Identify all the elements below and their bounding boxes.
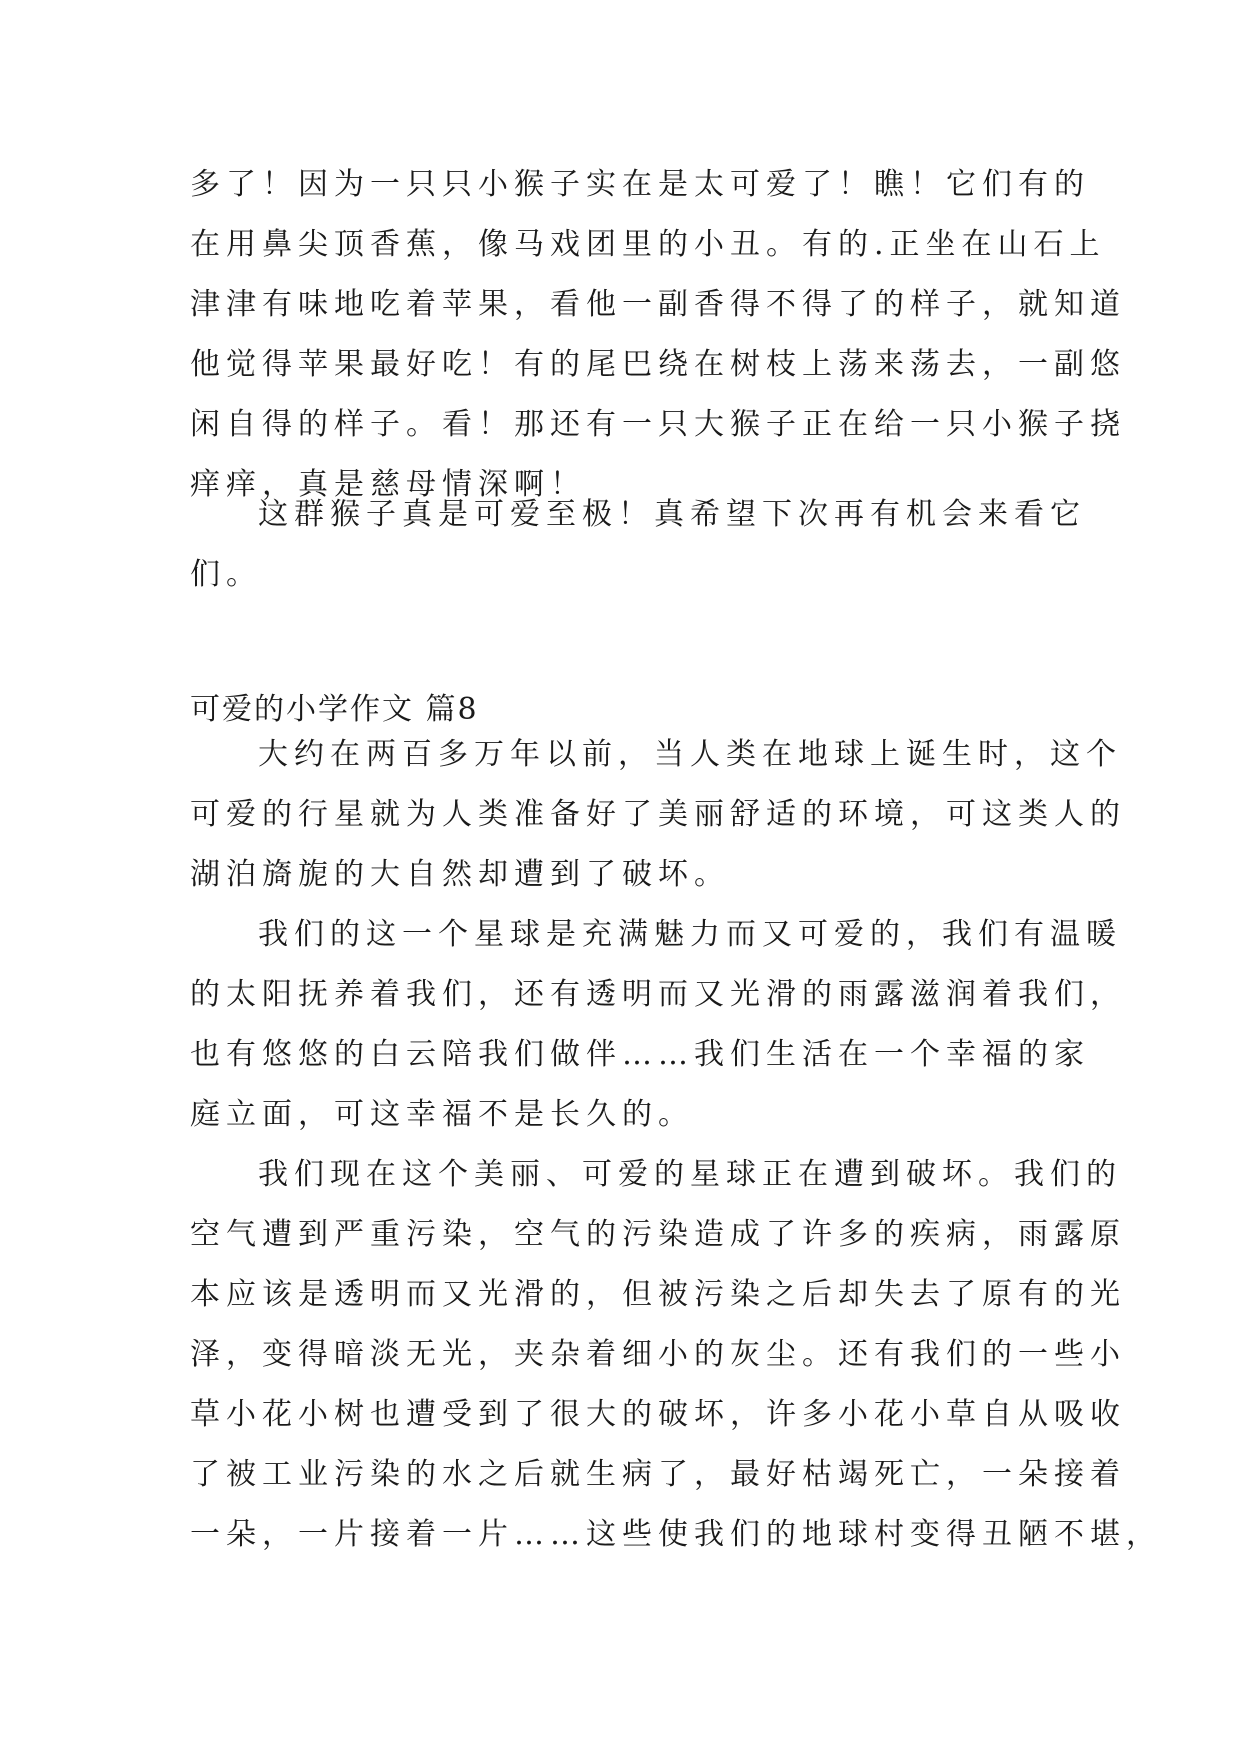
section-paragraph-2	[190, 905, 1126, 1145]
text-line: 一朵，一片接着一片……这些使我们的地球村变得丑陋不堪，	[190, 1517, 1162, 1552]
text-line: 多了！因为一只只小猴子实在是太可爱了！瞧！它们有的	[190, 167, 1090, 202]
text-line: 本应该是透明而又光滑的，但被污染之后却失去了原有的光	[190, 1277, 1126, 1312]
text-line: 庭立面，可这幸福不是长久的。	[190, 1097, 694, 1132]
section-heading: 可爱的小学作文 篇8	[190, 692, 479, 727]
text-line: 的太阳抚养着我们，还有透明而又光滑的雨露滋润着我们，	[190, 977, 1126, 1012]
text-line: 我们现在这个美丽、可爱的星球正在遭到破坏。我们的	[258, 1157, 1122, 1192]
text-line: 这群猴子真是可爱至极！真希望下次再有机会来看它	[258, 497, 1086, 532]
text-line: 大约在两百多万年以前，当人类在地球上诞生时，这个	[258, 737, 1122, 772]
text-line: 泽，变得暗淡无光，夹杂着细小的灰尘。还有我们的一些小	[190, 1337, 1126, 1372]
paragraph-closing	[190, 485, 1086, 605]
text-line: 空气遭到严重污染，空气的污染造成了许多的疾病，雨露原	[190, 1217, 1126, 1252]
text-line: 可爱的行星就为人类准备好了美丽舒适的环境，可这类人的	[190, 797, 1126, 832]
text-line: 在用鼻尖顶香蕉，像马戏团里的小丑。有的.正坐在山石上	[190, 227, 1106, 262]
text-line: 津津有味地吃着苹果，看他一副香得不得了的样子，就知道	[190, 287, 1126, 322]
section-paragraph-3	[190, 1145, 1162, 1565]
text-line: 了被工业污染的水之后就生病了，最好枯竭死亡，一朵接着	[190, 1457, 1126, 1492]
text-line: 他觉得苹果最好吃！有的尾巴绕在树枝上荡来荡去，一副悠	[190, 347, 1126, 382]
text-line: 们。	[190, 557, 262, 592]
text-line: 也有悠悠的白云陪我们做伴……我们生活在一个幸福的家	[190, 1037, 1090, 1072]
text-line: 闲自得的样子。看！那还有一只大猴子正在给一只小猴子挠	[190, 407, 1126, 442]
section-paragraph-1	[190, 725, 1126, 905]
text-line: 湖泊旖旎的大自然却遭到了破坏。	[190, 857, 730, 892]
text-line: 痒痒，真是慈母情深啊！	[190, 467, 586, 502]
text-line: 草小花小树也遭受到了很大的破坏，许多小花小草自从吸收	[190, 1397, 1126, 1432]
text-line: 我们的这一个星球是充满魅力而又可爱的，我们有温暖	[258, 917, 1122, 952]
